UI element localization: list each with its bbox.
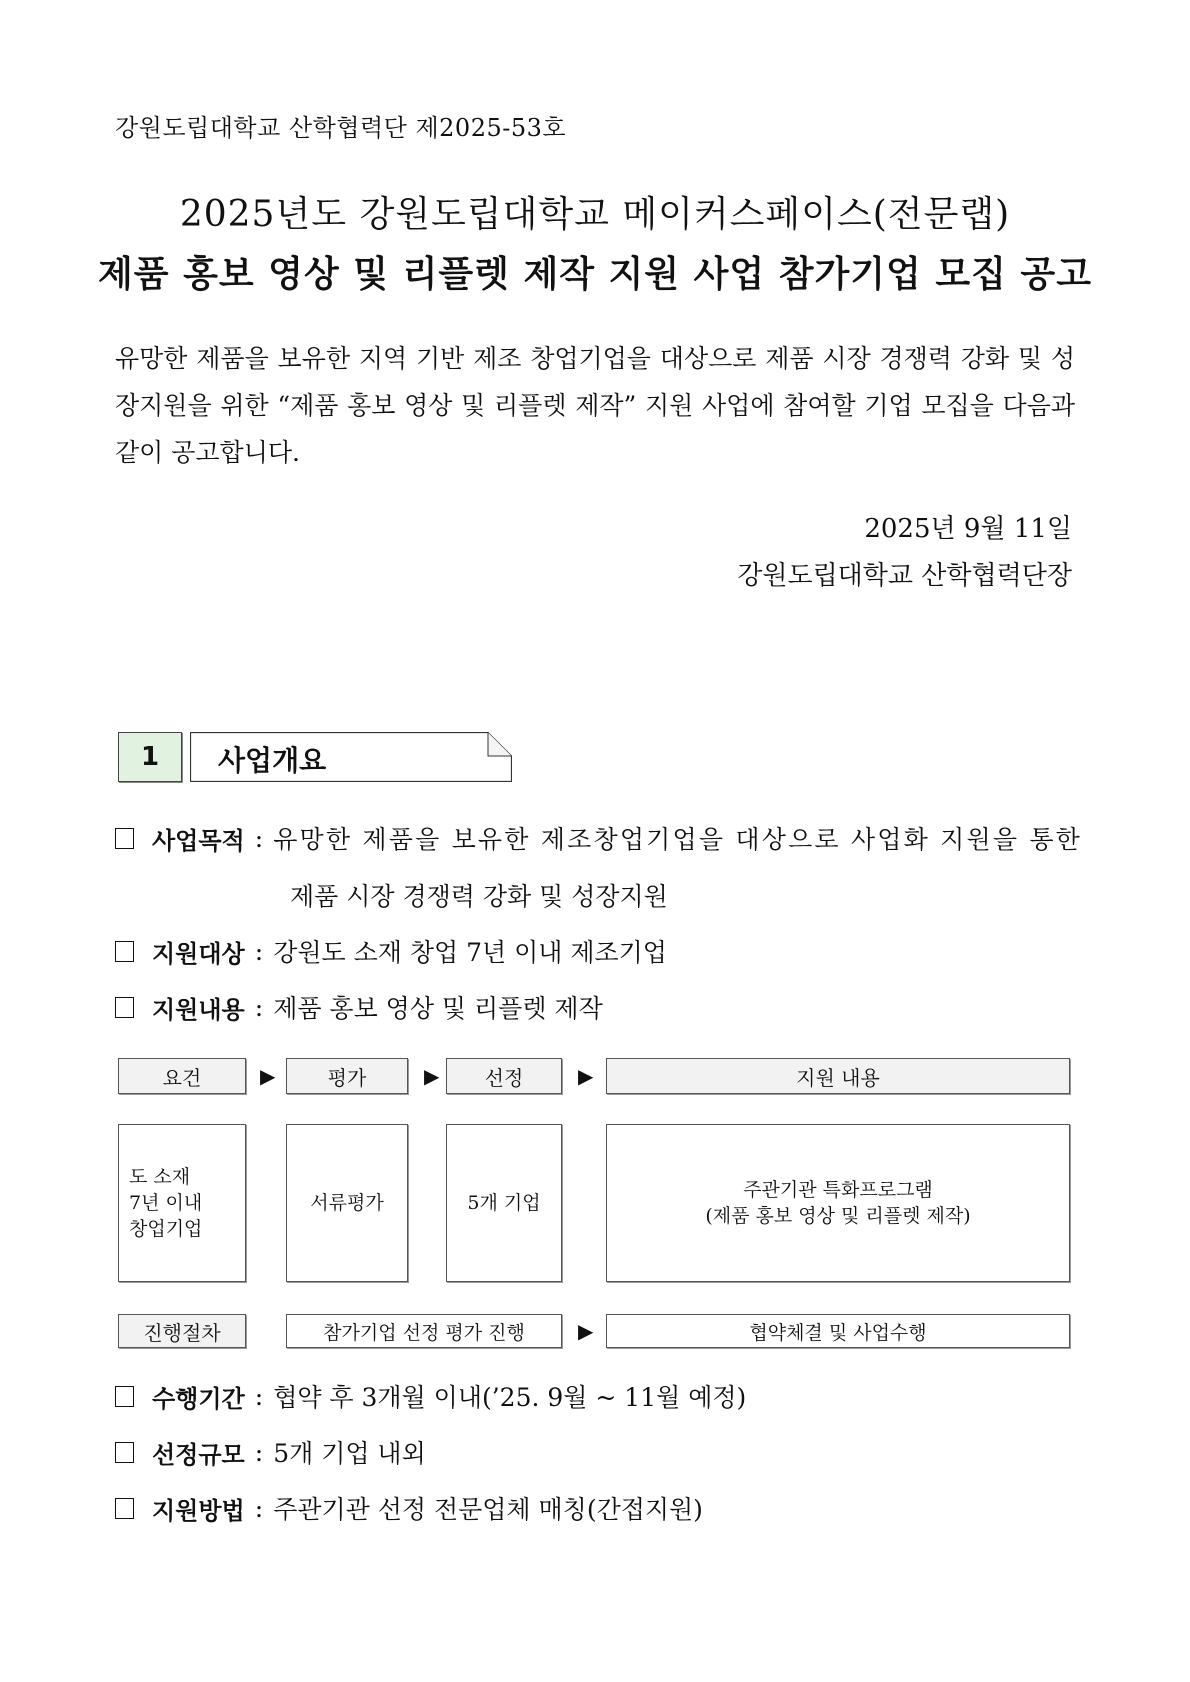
item-value: 주관기관 선정 전문업체 매칭(간접지원) (273, 1495, 703, 1524)
item-label: 지원방법 (152, 1496, 245, 1525)
item-label: 사업목적 (152, 826, 245, 855)
checkbox-square-icon (115, 1498, 134, 1519)
item-method: 지원방법 : 주관기관 선정 전문업체 매칭(간접지원) (115, 1490, 703, 1526)
flow-body-selection: 5개 기업 (446, 1124, 562, 1282)
item-content: 지원내용 : 제품 홍보 영상 및 리플렛 제작 (115, 989, 603, 1025)
arrow-right-icon: ▶ (578, 1319, 594, 1343)
section-title: 사업개요 (218, 744, 327, 777)
item-purpose-continuation: 제품 시장 경쟁력 강화 및 성장지원 (290, 882, 668, 911)
item-label: 지원내용 (152, 995, 245, 1024)
flow-body-requirement: 도 소재 7년 이내 창업기업 (118, 1124, 246, 1282)
item-label: 지원대상 (152, 939, 245, 968)
issuer: 강원도립대학교 산학협력단장 (737, 561, 1072, 591)
flow-header-requirement: 요건 (118, 1058, 246, 1094)
process-label: 진행절차 (118, 1314, 246, 1348)
title-line-2: 제품 홍보 영상 및 리플렛 제작 지원 사업 참가기업 모집 공고 (98, 254, 1092, 295)
checkbox-square-icon (115, 1386, 134, 1407)
document-number: 강원도립대학교 산학협력단 제2025-53호 (115, 114, 567, 142)
item-purpose: 사업목적 : 유망한 제품을 보유한 제조창업기업을 대상으로 사업화 지원을 통한 (115, 820, 1082, 856)
flow-header-evaluation: 평가 (286, 1058, 408, 1094)
checkbox-square-icon (115, 1442, 134, 1463)
item-label: 선정규모 (152, 1440, 245, 1469)
intro-paragraph: 유망한 제품을 보유한 지역 기반 제조 창업기업을 대상으로 제품 시장 경쟁력 강화 및 성장지원을 위한 “제품 홍보 영상 및 리플렛 제작” 지원 사업에 참여할 기업 모집을 다음과 같이 공고합니다. (115, 344, 1075, 467)
arrow-right-icon: ▶ (424, 1064, 440, 1088)
item-value: 유망한 제품을 보유한 제조창업기업을 대상으로 사업화 지원을 통한 (273, 825, 1083, 854)
checkbox-square-icon (115, 997, 134, 1018)
flow-header-support-content: 지원 내용 (606, 1058, 1070, 1094)
section-title-box (190, 732, 512, 780)
item-period: 수행기간 : 협약 후 3개월 이내(’25. 9월 ~ 11월 예정) (115, 1378, 746, 1414)
item-label: 수행기간 (152, 1384, 245, 1413)
item-value: 5개 기업 내외 (273, 1439, 426, 1468)
item-value: 강원도 소재 창업 7년 이내 제조기업 (273, 938, 667, 967)
process-step-contract: 협약체결 및 사업수행 (606, 1314, 1070, 1348)
process-step-evaluation: 참가기업 선정 평가 진행 (286, 1314, 562, 1348)
flow-body-support-content: 주관기관 특화프로그램 (제품 홍보 영상 및 리플렛 제작) (606, 1124, 1070, 1282)
announcement-date: 2025년 9월 11일 (864, 514, 1072, 544)
title-line-1: 2025년도 강원도립대학교 메이커스페이스(전문랩) (179, 194, 1011, 235)
section-number: 1 (118, 732, 182, 782)
flow-header-selection: 선정 (446, 1058, 562, 1094)
checkbox-square-icon (115, 941, 134, 962)
arrow-right-icon: ▶ (578, 1064, 594, 1088)
flow-body-evaluation: 서류평가 (286, 1124, 408, 1282)
item-target: 지원대상 : 강원도 소재 창업 7년 이내 제조기업 (115, 933, 667, 969)
checkbox-square-icon (115, 828, 134, 849)
item-scale: 선정규모 : 5개 기업 내외 (115, 1434, 426, 1470)
arrow-right-icon: ▶ (260, 1064, 276, 1088)
item-value: 제품 홍보 영상 및 리플렛 제작 (273, 994, 603, 1023)
item-value: 협약 후 3개월 이내(’25. 9월 ~ 11월 예정) (273, 1383, 747, 1412)
